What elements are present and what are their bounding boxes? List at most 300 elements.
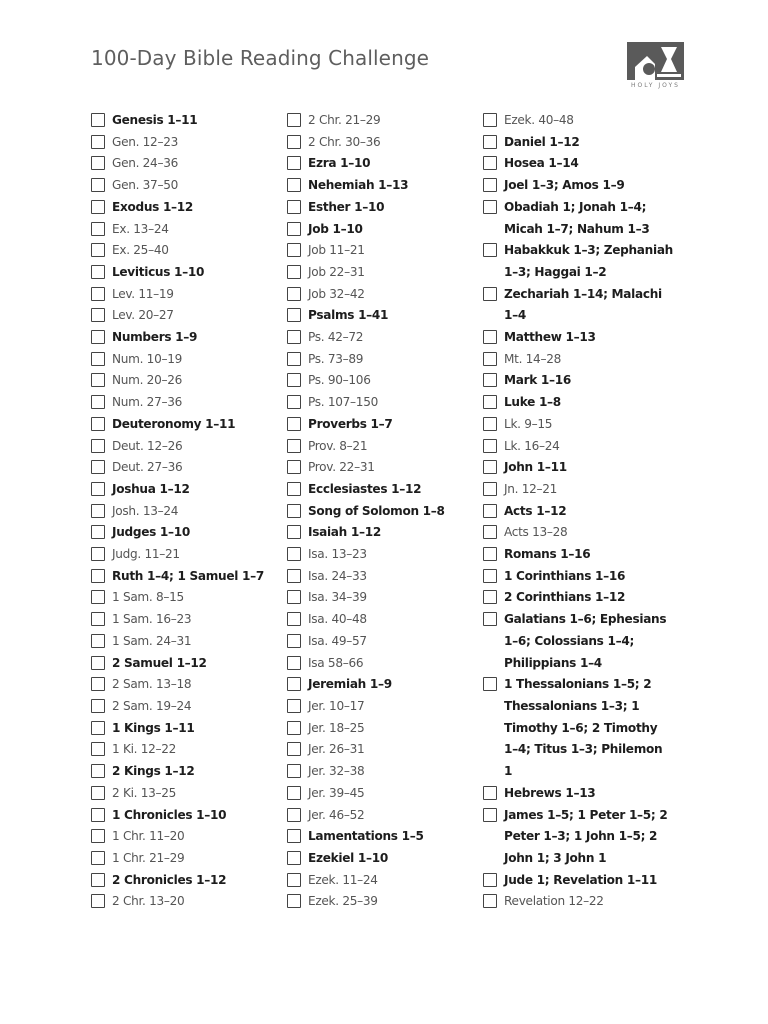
reading-item[interactable] — [287, 848, 477, 870]
reading-checkbox[interactable] — [287, 460, 301, 474]
reading-label: Ezek. 40–48 — [504, 113, 574, 127]
reading-item[interactable] — [91, 522, 281, 544]
reading-checkbox[interactable] — [483, 395, 497, 409]
reading-checkbox[interactable] — [91, 460, 105, 474]
reading-checkbox[interactable] — [483, 547, 497, 561]
reading-checkbox[interactable] — [287, 265, 301, 279]
reading-checkbox[interactable] — [287, 742, 301, 756]
reading-label: Jude 1; Revelation 1–11 — [504, 872, 657, 887]
reading-item[interactable] — [287, 631, 477, 653]
reading-checkbox[interactable] — [287, 330, 301, 344]
reading-item[interactable] — [91, 587, 281, 609]
reading-label: Ezekiel 1–10 — [308, 850, 388, 865]
reading-label: Lev. 11–19 — [112, 286, 174, 301]
reading-label: Jn. 12–21 — [504, 481, 558, 496]
reading-label: 2 Chronicles 1–12 — [112, 872, 227, 887]
reading-checkbox[interactable] — [91, 113, 105, 127]
reading-item[interactable] — [91, 153, 281, 175]
reading-label: 1 Ki. 12–22 — [112, 742, 177, 757]
reading-label: 1 Chronicles 1–10 — [112, 807, 227, 822]
reading-label: 2 Chr. 13–20 — [112, 894, 185, 909]
reading-checkbox[interactable] — [91, 677, 105, 691]
reading-checkbox[interactable] — [91, 634, 105, 648]
reading-checkbox[interactable] — [91, 742, 105, 756]
reading-label: 1 Corinthians 1–16 — [504, 568, 626, 583]
reading-item[interactable] — [483, 674, 673, 783]
reading-item[interactable] — [91, 414, 281, 436]
reading-label: Romans 1–16 — [504, 547, 591, 562]
reading-checkbox[interactable] — [287, 308, 301, 322]
reading-label: 2 Ki. 13–25 — [112, 785, 177, 800]
reading-checkbox[interactable] — [91, 352, 105, 366]
reading-label: Psalms 1–41 — [308, 308, 389, 323]
reading-label: Ex. 13–24 — [112, 221, 169, 236]
reading-item[interactable] — [287, 262, 477, 284]
reading-label: Gen. 12–23 — [112, 134, 178, 149]
reading-item[interactable] — [287, 284, 477, 306]
reading-item[interactable] — [483, 392, 673, 414]
reading-item[interactable] — [91, 848, 281, 870]
reading-checkbox[interactable] — [91, 265, 105, 279]
reading-checkbox[interactable] — [483, 113, 497, 127]
reading-label: Gen. 37–50 — [112, 178, 178, 193]
reading-item[interactable] — [287, 175, 477, 197]
reading-item[interactable] — [287, 522, 477, 544]
reading-label: Jer. 39–45 — [308, 785, 365, 800]
reading-checkbox[interactable] — [91, 395, 105, 409]
reading-label: Prov. 22–31 — [308, 460, 375, 475]
reading-item[interactable] — [287, 327, 477, 349]
reading-checkbox[interactable] — [483, 894, 497, 908]
reading-item[interactable] — [91, 761, 281, 783]
reading-item[interactable] — [91, 175, 281, 197]
reading-checkbox[interactable] — [91, 243, 105, 257]
reading-item[interactable] — [287, 609, 477, 631]
reading-label: Job 22–31 — [308, 264, 365, 279]
reading-item[interactable] — [287, 739, 477, 761]
reading-checkbox[interactable] — [91, 156, 105, 170]
reading-item[interactable] — [91, 696, 281, 718]
reading-checkbox[interactable] — [91, 482, 105, 496]
reading-checkbox[interactable] — [287, 656, 301, 670]
reading-item[interactable] — [483, 240, 673, 283]
reading-label: 2 Chr. 30–36 — [308, 134, 381, 149]
reading-item[interactable] — [483, 544, 673, 566]
reading-checkbox[interactable] — [287, 287, 301, 301]
reading-label: 1 Chr. 21–29 — [112, 850, 185, 865]
reading-label: 2 Samuel 1–12 — [112, 655, 207, 670]
reading-checkbox[interactable] — [91, 525, 105, 539]
reading-label: 2 Sam. 19–24 — [112, 698, 192, 713]
reading-checkbox[interactable] — [91, 504, 105, 518]
reading-item[interactable] — [91, 544, 281, 566]
reading-item[interactable] — [287, 566, 477, 588]
reading-item[interactable] — [91, 609, 281, 631]
reading-label: Song of Solomon 1–8 — [308, 503, 445, 518]
reading-label: Acts 1–12 — [504, 503, 567, 518]
reading-checkbox[interactable] — [91, 764, 105, 778]
reading-label: Ezek. 11–24 — [308, 872, 378, 887]
reading-label: Hosea 1–14 — [504, 156, 579, 171]
reading-label: Isa. 13–23 — [308, 547, 367, 562]
reading-checkbox[interactable] — [91, 721, 105, 735]
reading-checkbox[interactable] — [483, 243, 497, 257]
reading-item[interactable] — [483, 609, 673, 674]
reading-checkbox[interactable] — [287, 504, 301, 518]
reading-label: 1 Sam. 8–15 — [112, 590, 184, 605]
reading-label: Deuteronomy 1–11 — [112, 416, 236, 431]
reading-checkbox[interactable] — [483, 569, 497, 583]
reading-checkbox[interactable] — [91, 569, 105, 583]
reading-item[interactable] — [91, 674, 281, 696]
reading-label: Genesis 1–11 — [112, 113, 198, 127]
reading-item[interactable] — [287, 436, 477, 458]
reading-label: Ps. 42–72 — [308, 330, 364, 345]
reading-item[interactable] — [287, 870, 477, 892]
reading-checkbox[interactable] — [91, 178, 105, 192]
reading-checkbox[interactable] — [483, 373, 497, 387]
reading-label: Gen. 24–36 — [112, 156, 178, 171]
page-title: 100-Day Bible Reading Challenge — [91, 46, 430, 70]
reading-label: Isa 58–66 — [308, 655, 364, 670]
reading-checkbox[interactable] — [483, 677, 497, 691]
reading-checkbox[interactable] — [287, 373, 301, 387]
reading-checkbox[interactable] — [91, 287, 105, 301]
reading-item[interactable] — [91, 284, 281, 306]
reading-item[interactable] — [91, 783, 281, 805]
reading-label: Exodus 1–12 — [112, 199, 194, 214]
reading-checkbox[interactable] — [91, 547, 105, 561]
reading-item[interactable] — [287, 392, 477, 414]
reading-item[interactable] — [483, 783, 673, 805]
reading-checkbox[interactable] — [287, 569, 301, 583]
reading-item[interactable] — [483, 327, 673, 349]
reading-item[interactable] — [287, 674, 477, 696]
reading-checkbox[interactable] — [483, 808, 497, 822]
reading-label: Isa. 24–33 — [308, 568, 367, 583]
reading-checkbox[interactable] — [287, 243, 301, 257]
reading-item[interactable] — [483, 110, 673, 132]
reading-label: John 1–11 — [504, 460, 567, 475]
reading-checkbox[interactable] — [287, 677, 301, 691]
reading-item[interactable] — [287, 761, 477, 783]
reading-checkbox[interactable] — [483, 287, 497, 301]
reading-item[interactable] — [483, 501, 673, 523]
reading-label: Num. 10–19 — [112, 351, 183, 366]
reading-item[interactable] — [91, 479, 281, 501]
reading-checkbox[interactable] — [287, 829, 301, 843]
reading-checkbox[interactable] — [91, 829, 105, 843]
reading-checkbox[interactable] — [483, 178, 497, 192]
reading-checkbox[interactable] — [91, 851, 105, 865]
reading-column-2 — [287, 110, 477, 913]
reading-checkbox[interactable] — [91, 200, 105, 214]
reading-item[interactable] — [287, 349, 477, 371]
reading-item[interactable] — [483, 522, 673, 544]
reading-label: Num. 27–36 — [112, 395, 183, 410]
reading-label: Obadiah 1; Jonah 1–4; Micah 1–7; Nahum 1–3 — [504, 199, 650, 236]
reading-label: Esther 1–10 — [308, 199, 385, 214]
reading-label: Proverbs 1–7 — [308, 416, 393, 431]
reading-label: Josh. 13–24 — [112, 503, 179, 518]
reading-checkbox[interactable] — [91, 439, 105, 453]
reading-checkbox[interactable] — [483, 504, 497, 518]
reading-label: Lev. 20–27 — [112, 308, 174, 323]
reading-item[interactable] — [483, 457, 673, 479]
reading-item[interactable] — [287, 110, 477, 132]
reading-item[interactable] — [91, 110, 281, 132]
reading-label: Deut. 12–26 — [112, 438, 183, 453]
reading-item[interactable] — [483, 436, 673, 458]
reading-label: 2 Sam. 13–18 — [112, 677, 192, 692]
reading-item[interactable] — [483, 891, 673, 913]
reading-checkbox[interactable] — [483, 590, 497, 604]
reading-checkbox[interactable] — [483, 786, 497, 800]
reading-checkbox[interactable] — [287, 417, 301, 431]
reading-checkbox[interactable] — [287, 482, 301, 496]
reading-checkbox[interactable] — [287, 200, 301, 214]
reading-checkbox[interactable] — [91, 656, 105, 670]
reading-label: Prov. 8–21 — [308, 438, 368, 453]
reading-label: Lk. 16–24 — [504, 438, 560, 453]
reading-item[interactable] — [91, 891, 281, 913]
reading-item[interactable] — [483, 153, 673, 175]
reading-label: Deut. 27–36 — [112, 460, 183, 475]
reading-label: Jer. 32–38 — [308, 764, 365, 779]
reading-checkbox[interactable] — [483, 135, 497, 149]
reading-item[interactable] — [287, 783, 477, 805]
reading-item[interactable] — [91, 739, 281, 761]
reading-item[interactable] — [287, 457, 477, 479]
reading-item[interactable] — [91, 436, 281, 458]
reading-checkbox[interactable] — [287, 113, 301, 127]
reading-label: Nehemiah 1–13 — [308, 178, 409, 193]
reading-item[interactable] — [287, 479, 477, 501]
reading-label: Mt. 14–28 — [504, 351, 561, 366]
reading-checkbox[interactable] — [287, 721, 301, 735]
reading-label: 2 Chr. 21–29 — [308, 113, 381, 127]
reading-item[interactable] — [287, 305, 477, 327]
reading-item[interactable] — [91, 501, 281, 523]
reading-item[interactable] — [483, 197, 673, 240]
reading-item[interactable] — [287, 653, 477, 675]
reading-item[interactable] — [287, 240, 477, 262]
reading-checkbox[interactable] — [91, 417, 105, 431]
reading-label: Joshua 1–12 — [112, 481, 190, 496]
reading-label: Luke 1–8 — [504, 395, 561, 410]
reading-checkbox[interactable] — [483, 352, 497, 366]
reading-checkbox[interactable] — [287, 808, 301, 822]
reading-checkbox[interactable] — [483, 525, 497, 539]
reading-label: Isa. 49–57 — [308, 633, 367, 648]
reading-label: Jeremiah 1–9 — [308, 677, 392, 692]
reading-label: Ecclesiastes 1–12 — [308, 481, 422, 496]
holy-joys-logo — [627, 42, 684, 92]
reading-item[interactable] — [91, 457, 281, 479]
reading-label: Habakkuk 1–3; Zephaniah 1–3; Haggai 1–2 — [504, 243, 673, 279]
reading-item[interactable] — [287, 153, 477, 175]
reading-label: 1 Sam. 16–23 — [112, 612, 192, 627]
reading-item[interactable] — [91, 566, 281, 588]
reading-checkbox[interactable] — [483, 417, 497, 431]
reading-label: Jer. 46–52 — [308, 807, 365, 822]
reading-checkbox[interactable] — [287, 873, 301, 887]
reading-item[interactable] — [91, 305, 281, 327]
reading-item[interactable] — [483, 414, 673, 436]
reading-label: Ruth 1–4; 1 Samuel 1–7 — [112, 568, 264, 583]
reading-label: Numbers 1–9 — [112, 330, 198, 345]
reading-label: Judges 1–10 — [112, 525, 191, 540]
reading-checkbox[interactable] — [91, 873, 105, 887]
reading-checkbox[interactable] — [287, 634, 301, 648]
reading-checkbox[interactable] — [287, 439, 301, 453]
reading-item[interactable] — [287, 826, 477, 848]
reading-label: Joel 1–3; Amos 1–9 — [504, 178, 625, 193]
reading-checkbox[interactable] — [483, 612, 497, 626]
reading-checkbox[interactable] — [91, 308, 105, 322]
reading-label: 1 Sam. 24–31 — [112, 633, 192, 648]
reading-item[interactable] — [287, 718, 477, 740]
reading-checkbox[interactable] — [287, 352, 301, 366]
reading-label: 2 Kings 1–12 — [112, 764, 195, 779]
reading-item[interactable] — [483, 370, 673, 392]
reading-label: Num. 20–26 — [112, 373, 183, 388]
reading-checkbox[interactable] — [287, 222, 301, 236]
reading-item[interactable] — [287, 805, 477, 827]
reading-item[interactable] — [287, 891, 477, 913]
reading-checkbox[interactable] — [483, 439, 497, 453]
reading-item[interactable] — [91, 653, 281, 675]
reading-label: Galatians 1–6; Ephesians 1–6; Colossians 1–4; Philippians 1–4 — [504, 612, 667, 670]
reading-checkbox[interactable] — [483, 460, 497, 474]
reading-item[interactable] — [483, 805, 673, 870]
reading-checkbox[interactable] — [483, 482, 497, 496]
reading-label: Ezek. 25–39 — [308, 894, 378, 909]
logo-text: HOLY JOYS — [631, 82, 680, 89]
reading-item[interactable] — [483, 284, 673, 327]
reading-label: Job 11–21 — [308, 243, 365, 258]
reading-checkbox[interactable] — [287, 851, 301, 865]
reading-checkbox[interactable] — [287, 786, 301, 800]
reading-item[interactable] — [287, 544, 477, 566]
reading-label: Lk. 9–15 — [504, 416, 553, 431]
reading-item[interactable] — [91, 370, 281, 392]
reading-item[interactable] — [483, 870, 673, 892]
reading-item[interactable] — [287, 696, 477, 718]
reading-checkbox[interactable] — [91, 330, 105, 344]
reading-label: Jer. 18–25 — [308, 720, 365, 735]
reading-item[interactable] — [287, 219, 477, 241]
reading-column-3 — [483, 110, 673, 913]
reading-item[interactable] — [91, 805, 281, 827]
reading-item[interactable] — [91, 718, 281, 740]
reading-label: 1 Chr. 11–20 — [112, 829, 185, 844]
reading-item[interactable] — [91, 197, 281, 219]
reading-label: Job 1–10 — [308, 221, 363, 236]
reading-checkbox[interactable] — [91, 222, 105, 236]
reading-item[interactable] — [91, 262, 281, 284]
reading-checkbox[interactable] — [91, 612, 105, 626]
reading-item[interactable] — [287, 587, 477, 609]
reading-item[interactable] — [91, 870, 281, 892]
reading-checkbox[interactable] — [483, 200, 497, 214]
reading-label: 1 Thessalonians 1–5; 2 Thessalonians 1–3; 1 Timothy 1–6; 2 Timothy 1–4; Titus 1–3; Philemon 1 — [504, 677, 663, 779]
reading-checkbox[interactable] — [287, 699, 301, 713]
reading-checkbox[interactable] — [287, 395, 301, 409]
reading-label: Ezra 1–10 — [308, 156, 371, 171]
reading-item[interactable] — [91, 631, 281, 653]
reading-checkbox[interactable] — [287, 894, 301, 908]
reading-item[interactable] — [287, 197, 477, 219]
reading-label: Hebrews 1–13 — [504, 785, 596, 800]
reading-item[interactable] — [91, 349, 281, 371]
reading-label: Isaiah 1–12 — [308, 525, 381, 540]
reading-label: James 1–5; 1 Peter 1–5; 2 Peter 1–3; 1 John 1–5; 2 John 1; 3 John 1 — [504, 807, 668, 865]
reading-label: Daniel 1–12 — [504, 134, 580, 149]
reading-checkbox[interactable] — [287, 590, 301, 604]
reading-checkbox[interactable] — [91, 590, 105, 604]
reading-label: Job 32–42 — [308, 286, 365, 301]
reading-item[interactable] — [483, 349, 673, 371]
reading-checkbox[interactable] — [91, 894, 105, 908]
reading-label: Ps. 73–89 — [308, 351, 364, 366]
reading-checkbox[interactable] — [287, 135, 301, 149]
reading-label: Revelation 12–22 — [504, 894, 604, 909]
reading-item[interactable] — [483, 566, 673, 588]
reading-item[interactable] — [483, 132, 673, 154]
reading-item[interactable] — [287, 132, 477, 154]
reading-item[interactable] — [483, 175, 673, 197]
reading-label: Judg. 11–21 — [112, 547, 180, 562]
reading-label: Lamentations 1–5 — [308, 829, 424, 844]
reading-checkbox[interactable] — [483, 330, 497, 344]
reading-label: Acts 13–28 — [504, 525, 568, 540]
reading-item[interactable] — [91, 219, 281, 241]
reading-label: Matthew 1–13 — [504, 330, 596, 345]
reading-item[interactable] — [287, 501, 477, 523]
reading-label: Ps. 90–106 — [308, 373, 371, 388]
reading-checkbox[interactable] — [287, 612, 301, 626]
reading-item[interactable] — [91, 240, 281, 262]
reading-item[interactable] — [483, 587, 673, 609]
reading-checkbox[interactable] — [287, 764, 301, 778]
reading-label: Jer. 10–17 — [308, 698, 365, 713]
reading-label: Isa. 34–39 — [308, 590, 367, 605]
reading-checkbox[interactable] — [483, 873, 497, 887]
reading-item[interactable] — [91, 327, 281, 349]
reading-checkbox[interactable] — [91, 135, 105, 149]
reading-checkbox[interactable] — [287, 178, 301, 192]
reading-label: Zechariah 1–14; Malachi 1–4 — [504, 286, 662, 323]
reading-item[interactable] — [91, 132, 281, 154]
reading-item[interactable] — [91, 826, 281, 848]
reading-item[interactable] — [287, 414, 477, 436]
reading-checkbox[interactable] — [287, 156, 301, 170]
reading-checkbox[interactable] — [91, 699, 105, 713]
reading-item[interactable] — [483, 479, 673, 501]
logo-mark-icon — [627, 42, 684, 80]
reading-checkbox[interactable] — [287, 547, 301, 561]
reading-item[interactable] — [287, 370, 477, 392]
reading-item[interactable] — [91, 392, 281, 414]
reading-checkbox[interactable] — [91, 786, 105, 800]
reading-label: Leviticus 1–10 — [112, 264, 205, 279]
reading-checkbox[interactable] — [287, 525, 301, 539]
reading-label: Mark 1–16 — [504, 373, 572, 388]
reading-checkbox[interactable] — [91, 373, 105, 387]
reading-checkbox[interactable] — [91, 808, 105, 822]
reading-checkbox[interactable] — [483, 156, 497, 170]
